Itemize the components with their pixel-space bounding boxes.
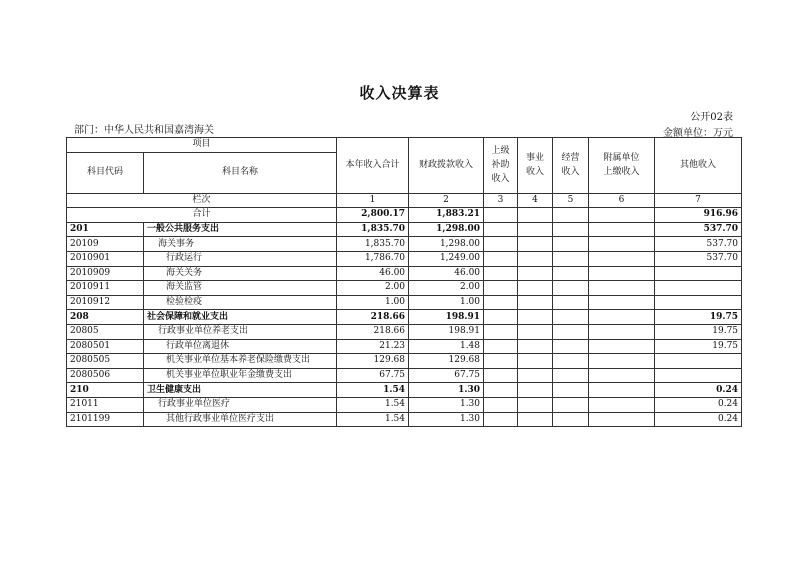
- empty-cell: [484, 368, 518, 383]
- header-subsidy-line2: 补助: [491, 160, 510, 171]
- table-row: [67, 251, 742, 266]
- row-total: 218.66: [337, 310, 409, 325]
- subject-code: 2101199: [67, 412, 144, 427]
- empty-cell: [589, 383, 655, 398]
- empty-cell: [589, 251, 655, 266]
- header-business-line2: 收入: [526, 167, 545, 178]
- row-fiscal: 1,298.00: [409, 222, 484, 237]
- row-fiscal: 129.68: [409, 354, 484, 369]
- empty-cell: [518, 251, 553, 266]
- header-operating: [553, 138, 589, 194]
- table-row: [67, 368, 742, 383]
- table-row: [67, 383, 742, 398]
- empty-cell: [518, 266, 553, 281]
- table-row: [67, 266, 742, 281]
- column-number: 7: [655, 193, 742, 208]
- row-total: 1,835.70: [337, 222, 409, 237]
- empty-cell: [589, 339, 655, 354]
- table-row: [67, 310, 742, 325]
- table-row: [67, 281, 742, 296]
- table-row: [67, 354, 742, 369]
- empty-cell: [484, 208, 518, 223]
- empty-cell: [553, 368, 589, 383]
- subject-name: 其他行政事业单位医疗支出: [144, 412, 337, 427]
- subject-name: 机关事业单位基本养老保险缴费支出: [144, 354, 337, 369]
- subject-code: 2080501: [67, 339, 144, 354]
- empty-cell: [518, 397, 553, 412]
- row-other: 0.24: [655, 412, 742, 427]
- table-row: [67, 222, 742, 237]
- row-total: 129.68: [337, 354, 409, 369]
- empty-cell: [589, 368, 655, 383]
- empty-cell: [589, 295, 655, 310]
- row-other: [655, 281, 742, 296]
- header-fiscal: 财政拨款收入: [409, 138, 484, 194]
- column-row-label: 栏次: [67, 193, 337, 208]
- table-row: [67, 237, 742, 252]
- row-total: 218.66: [337, 324, 409, 339]
- empty-cell: [484, 266, 518, 281]
- empty-cell: [518, 295, 553, 310]
- empty-cell: [518, 368, 553, 383]
- report-title: 收入决算表: [359, 84, 440, 102]
- empty-cell: [484, 412, 518, 427]
- subject-code: 210: [67, 383, 144, 398]
- empty-cell: [518, 339, 553, 354]
- subject-code: 2080505: [67, 354, 144, 369]
- subject-name: 行政事业单位医疗: [144, 397, 337, 412]
- empty-cell: [589, 208, 655, 223]
- header-subsidy: [484, 138, 518, 194]
- row-fiscal: 1.30: [409, 383, 484, 398]
- empty-cell: [518, 208, 553, 223]
- subject-code: 20805: [67, 324, 144, 339]
- row-fiscal: 1,249.00: [409, 251, 484, 266]
- subject-code: 2010901: [67, 251, 144, 266]
- empty-cell: [553, 354, 589, 369]
- empty-cell: [589, 354, 655, 369]
- table-row: [67, 339, 742, 354]
- header-other: 其他收入: [655, 138, 742, 194]
- income-table: [66, 137, 742, 427]
- empty-cell: [518, 237, 553, 252]
- empty-cell: [589, 397, 655, 412]
- empty-cell: [553, 208, 589, 223]
- row-total: 1.00: [337, 295, 409, 310]
- total-row: [67, 208, 742, 223]
- empty-cell: [553, 397, 589, 412]
- total-amount: 2,800.17: [337, 208, 409, 223]
- row-fiscal: 1.00: [409, 295, 484, 310]
- subject-name: 行政事业单位养老支出: [144, 324, 337, 339]
- empty-cell: [553, 412, 589, 427]
- row-total: 1,786.70: [337, 251, 409, 266]
- subject-name: 一般公共服务支出: [144, 222, 337, 237]
- empty-cell: [484, 295, 518, 310]
- empty-cell: [518, 310, 553, 325]
- empty-cell: [484, 383, 518, 398]
- header-operating-line2: 收入: [561, 167, 580, 178]
- row-total: 1.54: [337, 397, 409, 412]
- empty-cell: [553, 251, 589, 266]
- form-number: 公开02表: [690, 112, 733, 123]
- header-total: 本年收入合计: [337, 138, 409, 194]
- empty-cell: [484, 354, 518, 369]
- column-number: 4: [518, 193, 553, 208]
- empty-cell: [589, 237, 655, 252]
- row-fiscal: 67.75: [409, 368, 484, 383]
- empty-cell: [589, 310, 655, 325]
- empty-cell: [518, 281, 553, 296]
- row-fiscal: 2.00: [409, 281, 484, 296]
- subject-code: 2010909: [67, 266, 144, 281]
- empty-cell: [484, 222, 518, 237]
- subject-name: 行政单位离退休: [144, 339, 337, 354]
- department-label: 部门：中华人民共和国嘉湾海关: [74, 125, 214, 136]
- row-total: 21.23: [337, 339, 409, 354]
- empty-cell: [484, 324, 518, 339]
- empty-cell: [484, 251, 518, 266]
- row-other: 0.24: [655, 397, 742, 412]
- table-row: [67, 295, 742, 310]
- header-subsidy-line1: 上级: [491, 146, 510, 157]
- subject-code: 21011: [67, 397, 144, 412]
- empty-cell: [518, 354, 553, 369]
- header-business: [518, 138, 553, 194]
- row-other: [655, 368, 742, 383]
- header-operating-line1: 经营: [561, 153, 580, 164]
- row-other: 0.24: [655, 383, 742, 398]
- empty-cell: [553, 237, 589, 252]
- header-affiliate-line2: 上缴收入: [603, 167, 640, 178]
- row-other: 19.75: [655, 339, 742, 354]
- total-other: 916.96: [655, 208, 742, 223]
- column-number-row: [67, 193, 742, 208]
- header-business-line1: 事业: [526, 153, 545, 164]
- row-fiscal: 198.91: [409, 310, 484, 325]
- row-other: [655, 295, 742, 310]
- row-other: [655, 266, 742, 281]
- subject-code: 2010911: [67, 281, 144, 296]
- row-other: 19.75: [655, 324, 742, 339]
- subject-name: 卫生健康支出: [144, 383, 337, 398]
- empty-cell: [589, 324, 655, 339]
- row-other: [655, 354, 742, 369]
- empty-cell: [553, 324, 589, 339]
- empty-cell: [553, 295, 589, 310]
- column-number: 3: [484, 193, 518, 208]
- empty-cell: [484, 281, 518, 296]
- header-affiliate-line1: 附属单位: [603, 153, 640, 164]
- subject-name: 社会保障和就业支出: [144, 310, 337, 325]
- subject-name: 检验检疫: [144, 295, 337, 310]
- empty-cell: [553, 266, 589, 281]
- subject-code: 201: [67, 222, 144, 237]
- row-total: 2.00: [337, 281, 409, 296]
- row-fiscal: 46.00: [409, 266, 484, 281]
- table-row: [67, 412, 742, 427]
- empty-cell: [518, 383, 553, 398]
- subject-name: 机关事业单位职业年金缴费支出: [144, 368, 337, 383]
- empty-cell: [484, 237, 518, 252]
- subject-code: 20109: [67, 237, 144, 252]
- row-other: 537.70: [655, 251, 742, 266]
- column-number: 6: [589, 193, 655, 208]
- empty-cell: [589, 222, 655, 237]
- row-total: 1.54: [337, 412, 409, 427]
- total-label: 合计: [67, 208, 337, 223]
- header-affiliate: [589, 138, 655, 194]
- row-total: 1.54: [337, 383, 409, 398]
- subject-code: 2010912: [67, 295, 144, 310]
- total-fiscal: 1,883.21: [409, 208, 484, 223]
- subject-name: 海关监管: [144, 281, 337, 296]
- table-row: [67, 324, 742, 339]
- empty-cell: [553, 281, 589, 296]
- row-fiscal: 1.48: [409, 339, 484, 354]
- empty-cell: [484, 339, 518, 354]
- subject-name: 海关事务: [144, 237, 337, 252]
- row-fiscal: 1.30: [409, 397, 484, 412]
- column-number: 2: [409, 193, 484, 208]
- row-fiscal: 198.91: [409, 324, 484, 339]
- empty-cell: [589, 412, 655, 427]
- subject-code: 208: [67, 310, 144, 325]
- subject-name: 海关关务: [144, 266, 337, 281]
- subject-code: 2080506: [67, 368, 144, 383]
- row-other: 537.70: [655, 237, 742, 252]
- column-number: 1: [337, 193, 409, 208]
- header-code: 科目代码: [67, 152, 144, 193]
- row-total: 1,835.70: [337, 237, 409, 252]
- empty-cell: [553, 222, 589, 237]
- empty-cell: [518, 324, 553, 339]
- empty-cell: [553, 383, 589, 398]
- empty-cell: [589, 281, 655, 296]
- table-row: [67, 397, 742, 412]
- empty-cell: [484, 310, 518, 325]
- row-other: 537.70: [655, 222, 742, 237]
- column-number: 5: [553, 193, 589, 208]
- row-other: 19.75: [655, 310, 742, 325]
- row-fiscal: 1.30: [409, 412, 484, 427]
- empty-cell: [518, 412, 553, 427]
- header-row-item: [67, 138, 742, 153]
- header-item: 项目: [67, 138, 337, 153]
- row-total: 46.00: [337, 266, 409, 281]
- subject-name: 行政运行: [144, 251, 337, 266]
- empty-cell: [589, 266, 655, 281]
- unit-label: 金额单位：万元: [663, 128, 733, 139]
- empty-cell: [553, 310, 589, 325]
- header-subsidy-line3: 收入: [491, 174, 510, 185]
- row-total: 67.75: [337, 368, 409, 383]
- empty-cell: [553, 339, 589, 354]
- header-name: 科目名称: [144, 152, 337, 193]
- empty-cell: [518, 222, 553, 237]
- empty-cell: [484, 397, 518, 412]
- row-fiscal: 1,298.00: [409, 237, 484, 252]
